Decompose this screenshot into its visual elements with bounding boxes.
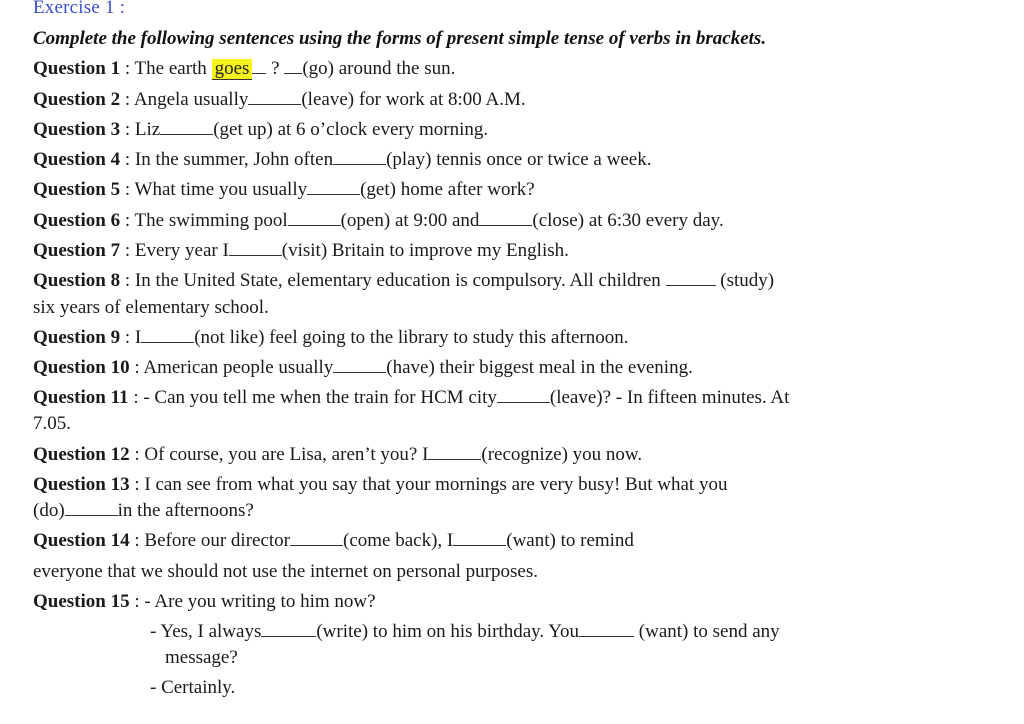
question-label: Question 1 (33, 58, 121, 79)
question-10: Question 10 : American people usually (have) their biggest meal in the evening. (33, 357, 693, 378)
question-label: Question 13 (33, 474, 130, 495)
answer-blank[interactable] (65, 500, 118, 516)
answer-blank[interactable] (252, 58, 266, 74)
question-15-reply-2: - Certainly. (150, 677, 236, 698)
answer-blank[interactable] (261, 621, 316, 637)
answer-blank[interactable] (666, 270, 716, 286)
question-7: Question 7 : Every year I (visit) Britain to improve my English. (33, 240, 569, 261)
question-15-reply-1-continuation: message? (165, 647, 238, 668)
question-6: Question 6 : The swimming pool (open) at 9:00 and (close) at 6:30 every day. (33, 210, 724, 231)
answer-blank[interactable] (284, 58, 302, 74)
question-label: Question 9 (33, 327, 121, 348)
question-label: Question 15 (33, 591, 130, 612)
answer-blank[interactable] (160, 119, 213, 135)
question-15-reply-1: - Yes, I always (write) to him on his birthday. You (want) to send any (150, 621, 780, 642)
exercise-heading: Exercise 1 : (33, 0, 126, 18)
question-12: Question 12 : Of course, you are Lisa, aren’t you? I (recognize) you now. (33, 444, 643, 465)
question-label: Question 12 (33, 444, 130, 465)
answer-blank[interactable] (229, 240, 282, 256)
question-9: Question 9 : I (not like) feel going to the library to study this afternoon. (33, 327, 629, 348)
question-label: Question 2 (33, 89, 121, 110)
answer-blank[interactable] (290, 530, 343, 546)
answer-blank[interactable] (333, 357, 386, 373)
question-8-continuation: six years of elementary school. (33, 297, 269, 318)
question-label: Question 4 (33, 149, 121, 170)
answer-blank[interactable] (141, 327, 194, 343)
question-14: Question 14 : Before our director (come back), I (want) to remind (33, 530, 634, 551)
question-15: Question 15 : - Are you writing to him now? (33, 591, 376, 612)
answer-blank[interactable] (307, 179, 360, 195)
answer-blank[interactable] (288, 210, 341, 226)
answer-blank[interactable] (248, 89, 301, 105)
question-4: Question 4 : In the summer, John often (play) tennis once or twice a week. (33, 149, 652, 170)
question-label: Question 3 (33, 119, 121, 140)
question-1: Question 1 : The earth goes ? (go) around the sun. (33, 58, 456, 79)
question-label: Question 7 (33, 240, 121, 261)
question-11: Question 11 : - Can you tell me when the train for HCM city (leave)? - In fifteen minutes. At (33, 387, 790, 408)
answer-blank[interactable] (579, 621, 634, 637)
answer-blank[interactable] (428, 444, 481, 460)
question-11-continuation: 7.05. (33, 413, 71, 434)
question-label: Question 8 (33, 270, 121, 291)
answer-blank[interactable] (333, 149, 386, 165)
filled-answer: goes (212, 59, 253, 80)
question-8: Question 8 : In the United State, elementary education is compulsory. All children (study) (33, 270, 775, 291)
question-label: Question 10 (33, 357, 130, 378)
question-label: Question 6 (33, 210, 121, 231)
question-label: Question 14 (33, 530, 130, 551)
question-5: Question 5 : What time you usually (get) home after work? (33, 179, 535, 200)
question-13: Question 13 : I can see from what you say that your mornings are very busy! But what you (33, 474, 728, 495)
question-2: Question 2 : Angela usually (leave) for work at 8:00 A.M. (33, 89, 526, 110)
question-label: Question 5 (33, 179, 121, 200)
answer-blank[interactable] (453, 530, 506, 546)
question-13-continuation: (do) in the afternoons? (33, 500, 254, 521)
answer-blank[interactable] (479, 210, 532, 226)
exercise-instruction: Complete the following sentences using the forms of present simple tense of verbs in brackets. (33, 28, 767, 49)
question-14-continuation: everyone that we should not use the internet on personal purposes. (33, 561, 538, 582)
question-3: Question 3 : Liz (get up) at 6 o’clock every morning. (33, 119, 489, 140)
question-label: Question 11 (33, 387, 129, 408)
answer-blank[interactable] (497, 387, 550, 403)
